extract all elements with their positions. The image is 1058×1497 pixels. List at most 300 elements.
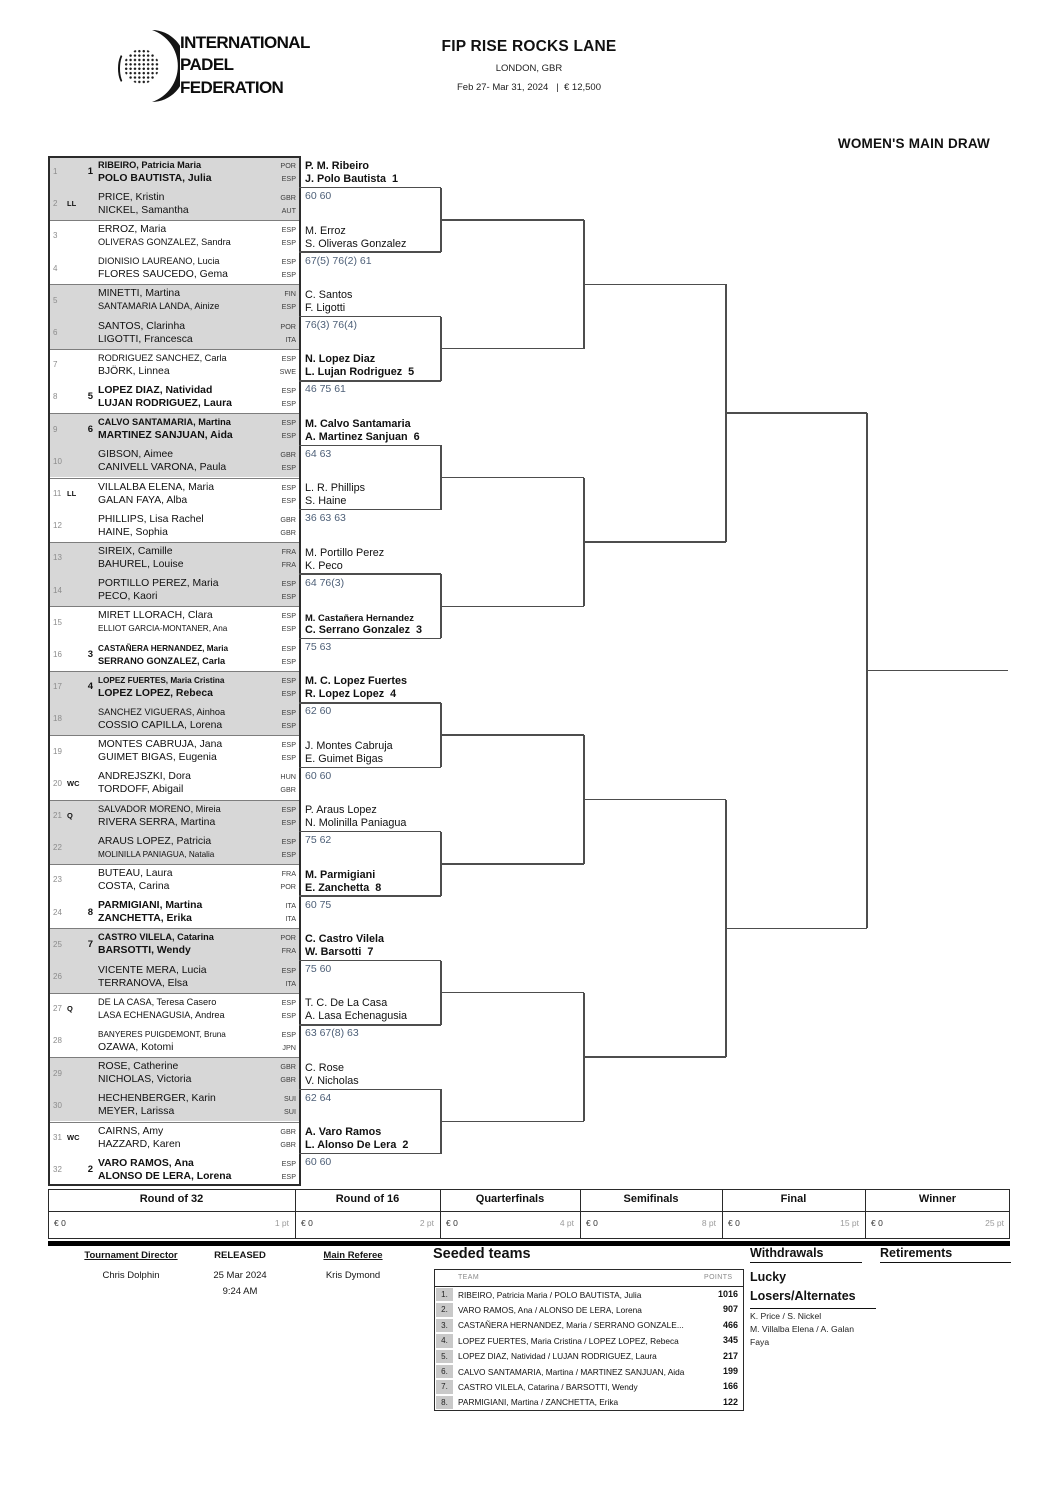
country-code: ESP bbox=[281, 1029, 296, 1039]
winner-slot-line bbox=[867, 670, 1008, 672]
entry-number: 18 bbox=[53, 714, 62, 724]
match-score: 60 60 bbox=[305, 190, 332, 203]
player-name: TERRANOVA, Elsa bbox=[98, 977, 188, 989]
r16-winner-player2: S. Haine bbox=[305, 495, 347, 508]
r16-winner-player2: K. Peco bbox=[305, 559, 343, 572]
player-name: MINETTI, Martina bbox=[98, 288, 180, 300]
player-name: VARO RAMOS, Ana bbox=[98, 1157, 194, 1169]
player-name: LUJAN RODRIGUEZ, Laura bbox=[98, 397, 232, 409]
country-code: ESP bbox=[281, 224, 296, 234]
country-code: ESP bbox=[281, 1171, 296, 1181]
entry-number: 24 bbox=[53, 907, 62, 917]
entry-number: 32 bbox=[53, 1165, 62, 1175]
qf-slot-line bbox=[441, 1121, 584, 1123]
player-name: MIRET LLORACH, Clara bbox=[98, 610, 213, 622]
country-code: SWE bbox=[279, 366, 296, 376]
round-prize: € 0 bbox=[728, 1218, 740, 1228]
match-score: 76(3) 76(4) bbox=[305, 319, 357, 331]
player-name: COSSIO CAPILLA, Lorena bbox=[98, 719, 223, 731]
entry-number: 10 bbox=[53, 456, 62, 466]
qf-slot-line bbox=[441, 606, 584, 608]
country-code: ESP bbox=[281, 173, 296, 183]
entry-tag: WC bbox=[67, 778, 80, 788]
r16-slot-line bbox=[299, 895, 441, 897]
player-name: SANCHEZ VIGUERAS, Ainhoa bbox=[98, 706, 226, 717]
main-referee-label: Main Referee bbox=[323, 1250, 383, 1261]
r16-winner-player1: M. Castañera Hernandez bbox=[305, 612, 414, 623]
entry-number: 31 bbox=[53, 1133, 62, 1143]
lucky-loser-entry: K. Price / S. Nickel bbox=[750, 1311, 822, 1321]
player-name: LOPEZ DIAZ, Natividad bbox=[98, 384, 213, 396]
entry-number: 14 bbox=[53, 585, 62, 595]
player-name: LIGOTTI, Francesca bbox=[98, 333, 193, 345]
r16-slot-line bbox=[299, 1024, 441, 1026]
player-name: MONTES CABRUJA, Jana bbox=[98, 739, 223, 751]
r16-winner-player1: C. Rose bbox=[305, 1061, 345, 1074]
player-name: HAZZARD, Karen bbox=[98, 1138, 181, 1150]
seeded-team-points: 1016 bbox=[717, 1289, 738, 1299]
lucky-losers-title bbox=[750, 1268, 876, 1309]
round-prize: € 0 bbox=[871, 1218, 883, 1228]
r16-winner-player1: M. Erroz bbox=[305, 224, 346, 237]
round-prize: € 0 bbox=[446, 1218, 458, 1228]
r16-winner-team bbox=[305, 1125, 437, 1152]
match-score: 60 60 bbox=[305, 769, 332, 782]
round-label: Winner bbox=[918, 1193, 957, 1205]
entry-seed: 4 bbox=[87, 681, 93, 693]
player-name: POLO BAUTISTA, Julia bbox=[98, 172, 212, 184]
country-code: GBR bbox=[280, 1062, 296, 1072]
entry-number: 9 bbox=[53, 424, 58, 434]
player-name: PARMIGIANI, Martina bbox=[98, 900, 203, 912]
seeded-team-points: 122 bbox=[722, 1396, 738, 1407]
main-referee-block bbox=[300, 1248, 406, 1284]
player-name: RIBEIRO, Patricia Maria bbox=[98, 159, 202, 170]
match-score: 62 64 bbox=[305, 1091, 332, 1104]
r16-winner-team bbox=[305, 674, 437, 701]
player-name: CAIRNS, Amy bbox=[98, 1125, 164, 1137]
tournament-director-block bbox=[60, 1248, 202, 1284]
r16-slot-line bbox=[299, 831, 441, 833]
player-name: CASTAÑERA HERNANDEZ, Maria bbox=[98, 643, 229, 653]
r16-slot-line bbox=[299, 380, 441, 382]
seeded-team-name: CASTRO VILELA, Catarina / BARSOTTI, Wendy bbox=[458, 1381, 638, 1392]
country-code: ESP bbox=[281, 579, 296, 589]
retirements-title: Retirements bbox=[880, 1246, 1011, 1263]
r16-winner-player2: A. Martinez Sanjuan 6 bbox=[305, 430, 420, 443]
player-name: BAHUREL, Louise bbox=[98, 558, 184, 570]
r16-winner-team bbox=[305, 224, 437, 251]
player-name: VICENTE MERA, Lucia bbox=[98, 964, 207, 976]
country-code: POR bbox=[280, 160, 296, 170]
seeded-rank: 5. bbox=[436, 1350, 453, 1363]
r16-winner-player2: C. Serrano Gonzalez 3 bbox=[305, 624, 422, 636]
sf-slot-line bbox=[584, 799, 726, 801]
country-code: ESP bbox=[281, 482, 296, 492]
country-code: ESP bbox=[281, 495, 296, 505]
seeded-team-points: 345 bbox=[722, 1335, 738, 1346]
seeded-team-name: CASTAÑERA HERNANDEZ, Maria / SERRANO GONZALE... bbox=[458, 1320, 684, 1331]
entry-number: 29 bbox=[53, 1068, 62, 1078]
country-code: FRA bbox=[281, 559, 296, 569]
r16-winner-player1: P. M. Ribeiro bbox=[305, 160, 369, 173]
seeded-team-name: LOPEZ DIAZ, Natividad / LUJAN RODRIGUEZ, Laura bbox=[458, 1351, 657, 1362]
player-name: MOLINILLA PANIAGUA, Natalia bbox=[98, 849, 215, 859]
country-code: ESP bbox=[281, 592, 296, 602]
r16-winner-player1: C. Santos bbox=[305, 289, 353, 301]
entry-number: 22 bbox=[53, 843, 62, 853]
country-code: POR bbox=[280, 881, 296, 891]
r16-winner-player2: A. Lasa Echenagusia bbox=[305, 1010, 408, 1023]
seeded-team-points: 907 bbox=[722, 1304, 738, 1315]
match-score: 75 63 bbox=[305, 641, 332, 653]
entry-number: 1 bbox=[53, 167, 58, 177]
country-code: ESP bbox=[281, 418, 296, 428]
match-score: 64 63 bbox=[305, 447, 332, 460]
seeded-rank: 3. bbox=[436, 1319, 453, 1332]
country-code: ESP bbox=[281, 804, 296, 814]
round-points: 4 pt bbox=[559, 1218, 574, 1228]
match-score: 67(5) 76(2) 61 bbox=[305, 254, 372, 267]
match-score: 62 60 bbox=[305, 705, 332, 718]
seeded-rank: 4. bbox=[436, 1334, 453, 1347]
r16-winner-player2: E. Zanchetta 8 bbox=[305, 881, 382, 894]
r16-winner-player2: F. Ligotti bbox=[305, 302, 346, 314]
match-score: 75 62 bbox=[305, 834, 332, 847]
logo-line-2: PADEL bbox=[180, 55, 234, 75]
qf-slot-line bbox=[441, 348, 584, 350]
country-code: POR bbox=[280, 321, 296, 331]
round-label: Semifinals bbox=[623, 1193, 679, 1205]
player-name: BANYERES PUIGDEMONT, Bruna bbox=[98, 1029, 226, 1039]
player-name: CASTRO VILELA, Catarina bbox=[98, 932, 214, 943]
entry-number: 23 bbox=[53, 875, 62, 885]
lucky-losers-list bbox=[750, 1310, 874, 1349]
country-code: ESP bbox=[281, 656, 296, 666]
entry-tag: Q bbox=[67, 1004, 73, 1014]
player-name: LOPEZ FUERTES, Maria Cristina bbox=[98, 675, 225, 685]
released-block bbox=[190, 1248, 290, 1300]
event-date-prize: Feb 27- Mar 31, 2024 | € 12,500 bbox=[456, 82, 601, 93]
entry-number: 12 bbox=[53, 521, 62, 531]
country-code: ESP bbox=[281, 965, 296, 975]
country-code: POR bbox=[280, 933, 296, 943]
r16-winner-player1: N. Lopez Diaz bbox=[305, 353, 376, 366]
match-score: 60 75 bbox=[305, 898, 332, 911]
player-name: MEYER, Larissa bbox=[98, 1106, 175, 1118]
country-code: ESP bbox=[281, 643, 296, 653]
country-code: ESP bbox=[281, 385, 296, 395]
seeded-rank: 8. bbox=[436, 1396, 453, 1409]
country-code: ESP bbox=[281, 817, 296, 827]
r16-winner-player1: T. C. De La Casa bbox=[305, 997, 388, 1010]
r16-slot-line bbox=[299, 573, 441, 575]
seeded-header-team: TEAM bbox=[458, 1274, 480, 1281]
r16-winner-team bbox=[305, 932, 437, 959]
country-code: JPN bbox=[282, 1042, 296, 1052]
seeded-team-points: 199 bbox=[722, 1366, 738, 1376]
entry-number: 30 bbox=[53, 1100, 62, 1110]
entry-number: 4 bbox=[53, 263, 58, 273]
player-name: OZAWA, Kotomi bbox=[98, 1041, 174, 1053]
country-code: FRA bbox=[281, 946, 296, 956]
r16-winner-player1: M. Parmigiani bbox=[305, 868, 376, 881]
entry-number: 2 bbox=[53, 199, 58, 209]
country-code: GBR bbox=[280, 527, 296, 537]
r16-winner-team bbox=[305, 159, 437, 186]
r16-slot-line bbox=[299, 445, 441, 447]
r16-winner-player2: R. Lopez Lopez 4 bbox=[305, 688, 397, 701]
r16-winner-team bbox=[305, 1061, 437, 1088]
player-name: NICHOLAS, Victoria bbox=[98, 1074, 192, 1086]
country-code: ESP bbox=[281, 1158, 296, 1168]
qf-slot-line bbox=[441, 219, 584, 221]
player-name: CANIVELL VARONA, Paula bbox=[98, 462, 227, 474]
country-code: GBR bbox=[280, 450, 296, 460]
country-code: ITA bbox=[285, 978, 296, 988]
seeded-teams-title: Seeded teams bbox=[433, 1246, 531, 1262]
seeded-team-points: 466 bbox=[722, 1319, 738, 1330]
round-prize: € 0 bbox=[54, 1218, 66, 1228]
country-code: ESP bbox=[281, 753, 296, 763]
r16-winner-player2: L. Alonso De Lera 2 bbox=[305, 1139, 409, 1152]
country-code: ESP bbox=[281, 302, 296, 312]
country-code: ESP bbox=[281, 353, 296, 363]
country-code: ESP bbox=[281, 624, 296, 634]
player-name: ANDREJSZKI, Dora bbox=[98, 771, 191, 783]
r16-winner-player2: W. Barsotti 7 bbox=[305, 946, 374, 958]
r16-winner-player1: M. C. Lopez Fuertes bbox=[305, 675, 407, 688]
seeded-header-points: POINTS bbox=[704, 1274, 733, 1281]
entry-number: 17 bbox=[53, 682, 62, 692]
event-title: FIP RISE ROCKS LANE bbox=[441, 38, 617, 55]
seeded-rank: 7. bbox=[436, 1380, 453, 1393]
player-name: HAINE, Sophia bbox=[98, 526, 168, 538]
r16-slot-line bbox=[299, 316, 441, 318]
r16-winner-player1: P. Araus Lopez bbox=[305, 804, 377, 817]
entry-tag: LL bbox=[67, 199, 77, 209]
player-name: ALONSO DE LERA, Lorena bbox=[98, 1170, 232, 1182]
player-name: ARAUS LOPEZ, Patricia bbox=[98, 835, 212, 847]
round-points: 2 pt bbox=[419, 1218, 434, 1228]
legend-header-rule bbox=[48, 1211, 1010, 1212]
r16-winner-player1: C. Castro Vilela bbox=[305, 933, 385, 945]
country-code: ESP bbox=[281, 849, 296, 859]
seeded-team-name: PARMIGIANI, Martina / ZANCHETTA, Erika bbox=[458, 1397, 619, 1408]
entry-number: 11 bbox=[53, 489, 62, 499]
country-code: GBR bbox=[280, 1126, 296, 1136]
country-code: FRA bbox=[281, 868, 296, 878]
player-name: PRICE, Kristin bbox=[98, 191, 165, 203]
entry-seed: 1 bbox=[87, 166, 93, 178]
footer-separator-bar bbox=[48, 1241, 1010, 1246]
r16-winner-player2: J. Polo Bautista 1 bbox=[305, 173, 398, 186]
final-slot-line bbox=[726, 928, 867, 930]
entry-number: 20 bbox=[53, 778, 62, 788]
draw-column-border bbox=[48, 156, 301, 1186]
entry-number: 8 bbox=[53, 392, 58, 402]
country-code: ESP bbox=[281, 997, 296, 1007]
player-name: ROSE, Catherine bbox=[98, 1061, 179, 1073]
country-code: GBR bbox=[280, 1139, 296, 1149]
country-code: ESP bbox=[281, 431, 296, 441]
player-name: PORTILLO PEREZ, Maria bbox=[98, 578, 219, 590]
entry-seed: 8 bbox=[87, 906, 93, 918]
tournament-director-name: Chris Dolphin bbox=[102, 1270, 160, 1281]
player-name: COSTA, Carina bbox=[98, 880, 170, 892]
player-name: HECHENBERGER, Karin bbox=[98, 1093, 216, 1105]
country-code: ESP bbox=[281, 257, 296, 267]
player-name: PHILLIPS, Lisa Rachel bbox=[98, 513, 204, 525]
qf-slot-line bbox=[441, 734, 584, 736]
entry-seed: 2 bbox=[87, 1164, 93, 1176]
seeded-rank: 2. bbox=[436, 1303, 453, 1316]
lucky-loser-entry: M. Villalba Elena / A. Galan Faya bbox=[750, 1324, 854, 1347]
r16-winner-player2: S. Oliveras Gonzalez bbox=[305, 237, 407, 250]
round-points: 1 pt bbox=[274, 1218, 289, 1228]
qf-slot-line bbox=[441, 477, 584, 479]
seeded-team-name: CALVO SANTAMARIA, Martina / MARTINEZ SANJUAN, Aida bbox=[458, 1366, 685, 1377]
r16-winner-player1: M. Calvo Santamaria bbox=[305, 417, 411, 430]
entry-number: 7 bbox=[53, 360, 58, 370]
country-code: ESP bbox=[281, 1010, 296, 1020]
r16-winner-player2: E. Guimet Bigas bbox=[305, 752, 384, 765]
country-code: HUN bbox=[280, 772, 296, 782]
r16-winner-player1: A. Varo Ramos bbox=[305, 1126, 382, 1139]
r16-slot-line bbox=[299, 509, 441, 511]
round-points: 25 pt bbox=[985, 1218, 1004, 1228]
r16-slot-line bbox=[299, 767, 441, 769]
country-code: ESP bbox=[281, 463, 296, 473]
player-name: BARSOTTI, Wendy bbox=[98, 945, 191, 957]
country-code: ESP bbox=[281, 398, 296, 408]
entry-seed: 6 bbox=[87, 423, 93, 435]
r16-winner-team bbox=[305, 996, 437, 1023]
country-code: GBR bbox=[280, 192, 296, 202]
entry-seed: 3 bbox=[87, 649, 93, 661]
player-name: DIONISIO LAUREANO, Lucia bbox=[98, 256, 220, 267]
entry-number: 27 bbox=[53, 1004, 62, 1014]
player-name: MARTINEZ SANJUAN, Aida bbox=[98, 430, 233, 442]
r16-winner-player1: J. Montes Cabruja bbox=[305, 739, 393, 752]
entry-number: 19 bbox=[53, 746, 62, 756]
country-code: GBR bbox=[280, 514, 296, 524]
player-name: LASA ECHENAGUSIA, Andrea bbox=[98, 1009, 225, 1020]
country-code: ITA bbox=[285, 914, 296, 924]
country-code: ESP bbox=[281, 740, 296, 750]
r16-slot-line bbox=[299, 1089, 441, 1091]
country-code: ITA bbox=[285, 334, 296, 344]
player-name: OLIVERAS GONZALEZ, Sandra bbox=[98, 236, 231, 247]
released-time: 9:24 AM bbox=[222, 1286, 258, 1297]
seeded-team-points: 217 bbox=[722, 1350, 738, 1361]
round-label: Quarterfinals bbox=[475, 1193, 545, 1205]
r16-winner-team bbox=[305, 803, 437, 830]
player-name: SALVADOR MORENO, Mireia bbox=[98, 803, 221, 814]
seeded-team-name: LOPEZ FUERTES, Maria Cristina / LOPEZ LOPEZ, Rebeca bbox=[458, 1335, 679, 1346]
player-name: LOPEZ LOPEZ, Rebeca bbox=[98, 687, 213, 699]
qf-slot-line bbox=[441, 863, 584, 865]
country-code: ESP bbox=[281, 675, 296, 685]
r16-winner-player1: L. R. Phillips bbox=[305, 482, 366, 495]
entry-number: 3 bbox=[53, 231, 58, 241]
country-code: ESP bbox=[281, 688, 296, 698]
round-prize: € 0 bbox=[301, 1218, 313, 1228]
entry-tag: WC bbox=[67, 1133, 80, 1143]
country-code: GBR bbox=[280, 785, 296, 795]
seeded-team-name: RIBEIRO, Patricia Maria / POLO BAUTISTA, Julia bbox=[458, 1289, 642, 1300]
r16-winner-team bbox=[305, 868, 437, 895]
match-score: 36 63 63 bbox=[305, 512, 346, 525]
entry-number: 13 bbox=[53, 553, 62, 563]
r16-winner-player2: V. Nicholas bbox=[305, 1074, 359, 1087]
player-name: SANTOS, Clarinha bbox=[98, 320, 186, 332]
round-points: 15 pt bbox=[840, 1218, 859, 1228]
released-label: RELEASED bbox=[214, 1250, 266, 1261]
country-code: ITA bbox=[285, 901, 296, 911]
r16-winner-team bbox=[305, 546, 437, 573]
r16-slot-line bbox=[299, 251, 441, 253]
r16-winner-team bbox=[305, 739, 437, 766]
match-score: 75 60 bbox=[305, 963, 332, 975]
round-points: 8 pt bbox=[701, 1218, 716, 1228]
r16-winner-team bbox=[305, 352, 437, 379]
sf-slot-line bbox=[584, 284, 726, 286]
withdrawals-title: Withdrawals bbox=[750, 1246, 862, 1263]
entry-number: 16 bbox=[53, 650, 62, 660]
player-name: FLORES SAUCEDO, Gema bbox=[98, 269, 228, 281]
player-name: DE LA CASA, Teresa Casero bbox=[98, 996, 217, 1007]
entry-number: 5 bbox=[53, 295, 58, 305]
final-slot-line bbox=[726, 412, 867, 414]
country-code: SUI bbox=[284, 1094, 296, 1104]
match-score: 63 67(8) 63 bbox=[305, 1027, 359, 1040]
player-name: ELLIOT GARCIA-MONTANER, Ana bbox=[98, 624, 228, 634]
sf-slot-line bbox=[584, 541, 726, 543]
country-code: ESP bbox=[281, 270, 296, 280]
round-label: Round of 32 bbox=[139, 1193, 204, 1205]
logo-line-3: FEDERATION bbox=[180, 77, 284, 97]
seeded-team-points: 166 bbox=[722, 1381, 738, 1392]
logo-line-1: INTERNATIONAL bbox=[180, 33, 310, 52]
match-score: 46 75 61 bbox=[305, 383, 346, 396]
seeded-header-rule bbox=[434, 1286, 744, 1287]
round-prize: € 0 bbox=[586, 1218, 598, 1228]
player-name: RIVERA SERRA, Martina bbox=[98, 816, 216, 828]
lucky-losers-line2: Losers/Alternates bbox=[750, 1287, 876, 1309]
player-name: SIREIX, Camille bbox=[98, 545, 173, 557]
player-name: SANTAMARIA LANDA, Ainize bbox=[98, 301, 220, 312]
country-code: ESP bbox=[281, 611, 296, 621]
r16-slot-line bbox=[299, 1153, 441, 1155]
seeded-rank: 1. bbox=[436, 1288, 453, 1301]
match-score: 64 76(3) bbox=[305, 576, 345, 589]
entry-number: 25 bbox=[53, 939, 62, 949]
match-score: 60 60 bbox=[305, 1156, 332, 1169]
entry-number: 28 bbox=[53, 1036, 62, 1046]
round-label: Final bbox=[780, 1193, 807, 1205]
player-name: VILLALBA ELENA, Maria bbox=[98, 481, 215, 493]
r16-winner-team bbox=[305, 481, 437, 508]
player-name: TORDOFF, Abigail bbox=[98, 784, 184, 796]
r16-winner-team bbox=[305, 288, 437, 315]
entry-number: 15 bbox=[53, 617, 62, 627]
r16-winner-team bbox=[305, 610, 437, 637]
player-name: CALVO SANTAMARIA, Martina bbox=[98, 417, 231, 428]
entry-number: 26 bbox=[53, 972, 62, 982]
round-label: Round of 16 bbox=[335, 1193, 400, 1205]
r16-winner-player2: N. Molinilla Paniagua bbox=[305, 817, 407, 830]
